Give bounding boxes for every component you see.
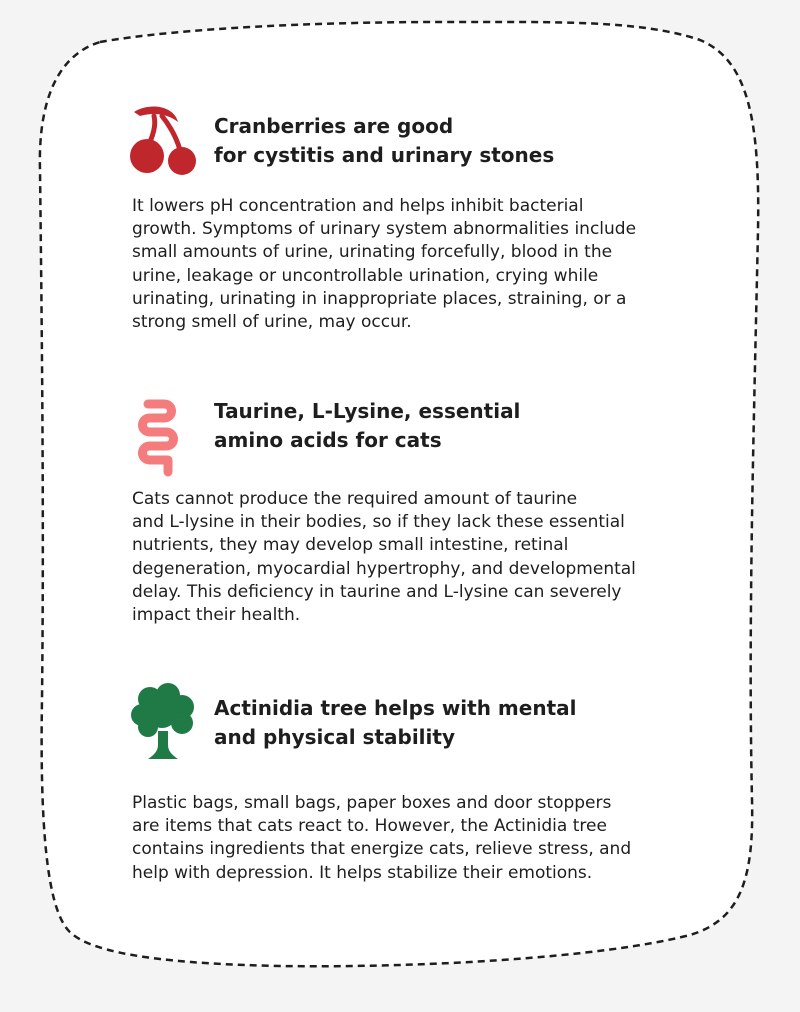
section-body: Plastic bags, small bags, paper boxes and door stoppers are items that cats react to. However, the Actinidia tree contains ingredients that energize cats, relieve stress, and help with depression. It helps stabilize their emotions. bbox=[132, 793, 632, 883]
section-heading: Taurine, L-Lysine, essential amino acids for cats bbox=[214, 399, 521, 452]
intestine-icon bbox=[134, 398, 184, 478]
tree-icon bbox=[130, 683, 196, 763]
section-body: Cats cannot produce the required amount of taurine and L-lysine in their bodies, so if they lack these essential nutrients, they may develop small intestine, retinal degeneration, myocardial hypertrophy, and developmental delay. This deficiency in taurine and L-lysine can severely impact their health. bbox=[132, 489, 636, 626]
cherry-icon bbox=[128, 104, 200, 176]
section-body: It lowers pH concentration and helps inhibit bacterial growth. Symptoms of urinary system abnormalities include small amounts of urine, urinating forcefully, blood in the urine, leakage or uncontrollable urination, crying while urinating, urinating in inappropriate places, straining, or a strong smell of urine, may occur. bbox=[132, 196, 637, 333]
section-heading: Actinidia tree helps with mental and physical stability bbox=[214, 696, 577, 749]
section-heading: Cranberries are good for cystitis and urinary stones bbox=[214, 114, 555, 167]
